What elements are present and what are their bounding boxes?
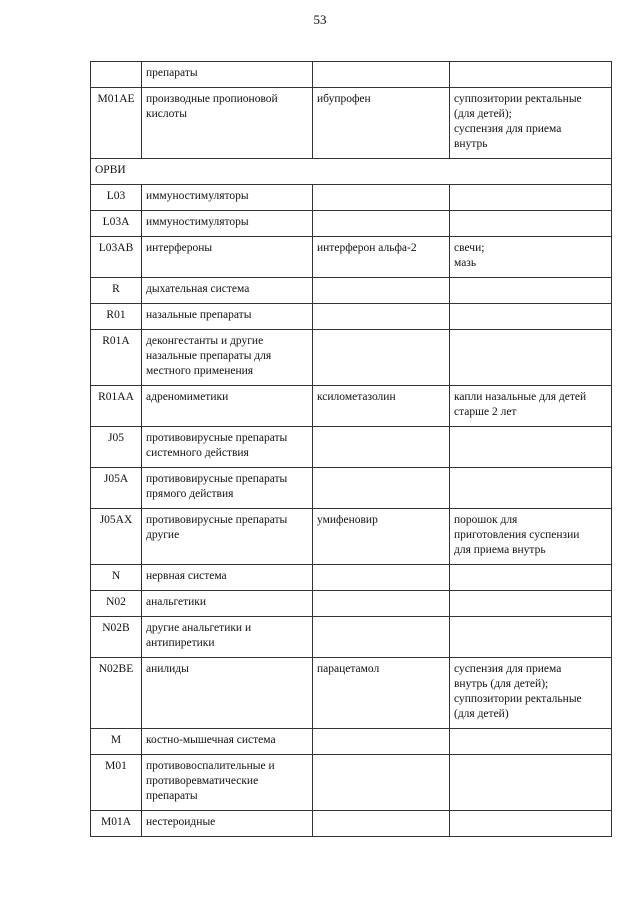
dosage-form-cell: [450, 330, 612, 386]
drug-name-cell: [313, 617, 450, 658]
dosage-form-cell: капли назальные для детей старше 2 лет: [450, 386, 612, 427]
table-row: [91, 509, 612, 565]
dosage-form-cell: [450, 617, 612, 658]
dosage-form-cell: [450, 468, 612, 509]
dosage-form-cell: [450, 427, 612, 468]
atc-code-cell: J05AX: [91, 509, 142, 565]
atc-code-cell: L03A: [91, 211, 142, 237]
atc-code-cell: M01A: [91, 811, 142, 837]
table-row: [91, 330, 612, 386]
dosage-form-cell: [450, 729, 612, 755]
table-body-before: [91, 62, 612, 159]
anatomical-group-cell: нестероидные: [142, 811, 313, 837]
drug-name-cell: [313, 591, 450, 617]
drug-name-cell: ибупрофен: [313, 88, 450, 159]
atc-code-cell: R01: [91, 304, 142, 330]
dosage-form-cell: [450, 278, 612, 304]
anatomical-group-cell: противовирусные препараты системного действия: [142, 427, 313, 468]
drug-name-cell: [313, 729, 450, 755]
drug-name-cell: [313, 330, 450, 386]
table-row: [91, 468, 612, 509]
drug-name-cell: [313, 304, 450, 330]
drug-name-cell: умифеновир: [313, 509, 450, 565]
dosage-form-cell: свечи; мазь: [450, 237, 612, 278]
anatomical-group-cell: интерфероны: [142, 237, 313, 278]
dosage-form-cell: суспензия для приема внутрь (для детей); суппозитории ректальные (для детей): [450, 658, 612, 729]
atc-code-cell: J05: [91, 427, 142, 468]
anatomical-group-cell: другие анальгетики и антипиретики: [142, 617, 313, 658]
atc-code-cell: N02BE: [91, 658, 142, 729]
atc-code-cell: L03: [91, 185, 142, 211]
anatomical-group-cell: препараты: [142, 62, 313, 88]
atc-code-cell: R: [91, 278, 142, 304]
dosage-form-cell: [450, 811, 612, 837]
anatomical-group-cell: иммуностимуляторы: [142, 211, 313, 237]
table-row: [91, 591, 612, 617]
table-section: [91, 159, 612, 185]
anatomical-group-cell: костно-мышечная система: [142, 729, 313, 755]
atc-code-cell: N02: [91, 591, 142, 617]
anatomical-group-cell: производные пропионовой кислоты: [142, 88, 313, 159]
atc-code-cell: [91, 62, 142, 88]
drug-name-cell: [313, 211, 450, 237]
drug-name-cell: интерферон альфа-2: [313, 237, 450, 278]
dosage-form-cell: [450, 211, 612, 237]
atc-code-cell: R01A: [91, 330, 142, 386]
table-row: [91, 617, 612, 658]
drug-name-cell: [313, 468, 450, 509]
anatomical-group-cell: анальгетики: [142, 591, 313, 617]
drug-name-cell: [313, 565, 450, 591]
anatomical-group-cell: деконгестанты и другие назальные препараты для местного применения: [142, 330, 313, 386]
atc-code-cell: N02B: [91, 617, 142, 658]
anatomical-group-cell: дыхательная система: [142, 278, 313, 304]
table-row: [91, 62, 612, 88]
table-row: [91, 729, 612, 755]
anatomical-group-cell: противовоспалительные и противоревматические препараты: [142, 755, 313, 811]
atc-code-cell: M: [91, 729, 142, 755]
table-row: [91, 811, 612, 837]
dosage-form-cell: суппозитории ректальные (для детей); суспензия для приема внутрь: [450, 88, 612, 159]
anatomical-group-cell: нервная система: [142, 565, 313, 591]
table-row: [91, 755, 612, 811]
table-row: [91, 211, 612, 237]
table-row: [91, 278, 612, 304]
drug-name-cell: ксилометазолин: [313, 386, 450, 427]
table-row: [91, 185, 612, 211]
page-number: 53: [313, 12, 327, 27]
dosage-form-cell: [450, 565, 612, 591]
table-row: [91, 427, 612, 468]
dosage-form-cell: [450, 185, 612, 211]
atc-code-cell: J05A: [91, 468, 142, 509]
table-body-after: [91, 185, 612, 837]
table-row: [91, 304, 612, 330]
anatomical-group-cell: противовирусные препараты прямого действия: [142, 468, 313, 509]
dosage-form-cell: [450, 62, 612, 88]
dosage-form-cell: [450, 755, 612, 811]
atc-code-cell: R01AA: [91, 386, 142, 427]
anatomical-group-cell: иммуностимуляторы: [142, 185, 313, 211]
drug-name-cell: [313, 427, 450, 468]
anatomical-group-cell: адреномиметики: [142, 386, 313, 427]
dosage-form-cell: порошок для приготовления суспензии для приема внутрь: [450, 509, 612, 565]
drug-name-cell: [313, 278, 450, 304]
section-label: ОРВИ: [91, 159, 612, 185]
atc-code-cell: M01AE: [91, 88, 142, 159]
atc-code-cell: M01: [91, 755, 142, 811]
anatomical-group-cell: анилиды: [142, 658, 313, 729]
table-row: [91, 386, 612, 427]
dosage-form-cell: [450, 304, 612, 330]
drug-name-cell: [313, 811, 450, 837]
dosage-form-cell: [450, 591, 612, 617]
atc-code-cell: N: [91, 565, 142, 591]
drug-name-cell: [313, 755, 450, 811]
anatomical-group-cell: назальные препараты: [142, 304, 313, 330]
section-row: [91, 159, 612, 185]
atc-code-cell: L03AB: [91, 237, 142, 278]
table-row: [91, 658, 612, 729]
table-row: [91, 237, 612, 278]
table-row: [91, 88, 612, 159]
table-row: [91, 565, 612, 591]
anatomical-group-cell: противовирусные препараты другие: [142, 509, 313, 565]
drug-table: [90, 61, 612, 837]
drug-name-cell: парацетамол: [313, 658, 450, 729]
drug-name-cell: [313, 185, 450, 211]
drug-name-cell: [313, 62, 450, 88]
